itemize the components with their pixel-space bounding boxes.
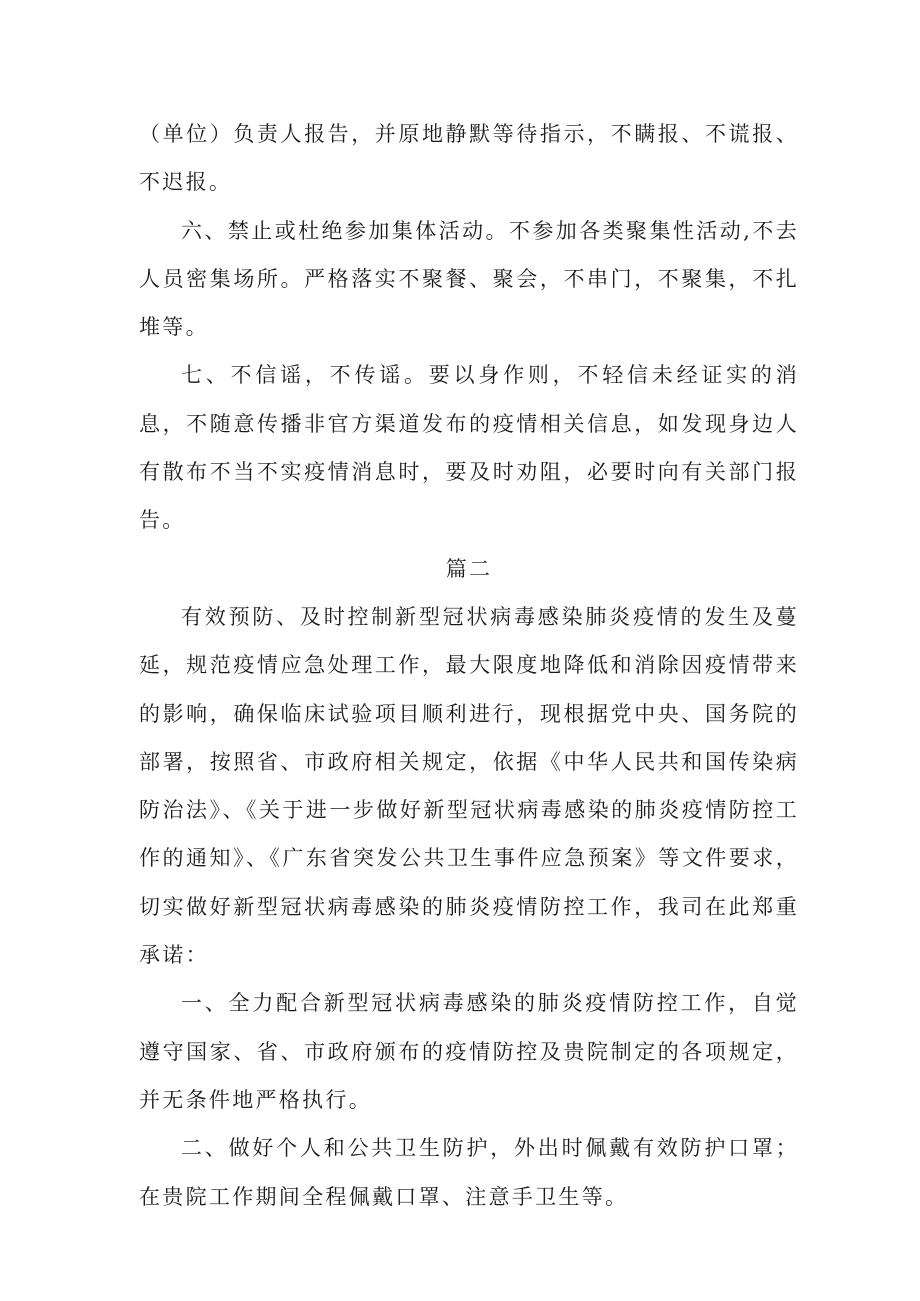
paragraph-item-two: 二、做好个人和公共卫生防护，外出时佩戴有效防护口罩；在贵院工作期间全程佩戴口罩、注意手卫生等。: [139, 1136, 799, 1209]
paragraph-item-one: 一、全力配合新型冠状病毒感染的肺炎疫情防控工作，自觉遵守国家、省、市政府颁布的疫情防控及贵院制定的各项规定，并无条件地严格执行。: [139, 991, 799, 1112]
paragraph-item-six: 六、禁止或杜绝参加集体活动。不参加各类聚集性活动,不去人员密集场所。严格落实不聚餐、聚会，不串门，不聚集，不扎堆等。: [139, 218, 799, 340]
paragraph-item-seven: 七、不信谣，不传谣。要以身作则，不轻信未经证实的消息，不随意传播非官方渠道发布的疫情相关信息，如发现身边人有散布不当不实疫情消息时，要及时劝阻，必要时向有关部门报告。: [139, 363, 799, 533]
section-heading: 篇二: [445, 556, 493, 581]
paragraph-continued-report: （单位）负责人报告，并原地静默等待指示，不瞒报、不谎报、不迟报。: [139, 122, 799, 195]
paragraph-intro: 有效预防、及时控制新型冠状病毒感染肺炎疫情的发生及蔓延，规范疫情应急处理工作，最大限度地降低和消除因疫情带来的影响，确保临床试验项目顺利进行，现根据党中央、国务院的部署，按照省、市政府相关规定，依据《中华人民共和国传染病防治法》、《关于进一步做好新型冠状病毒感染的肺炎疫情防控工作的通知》、《广东省突发公共卫生事件应急预案》等文件要求，切实做好新型冠状病毒感染的肺炎疫情防控工作，我司在此郑重承诺：: [139, 604, 799, 968]
document-body: [139, 110, 799, 1221]
